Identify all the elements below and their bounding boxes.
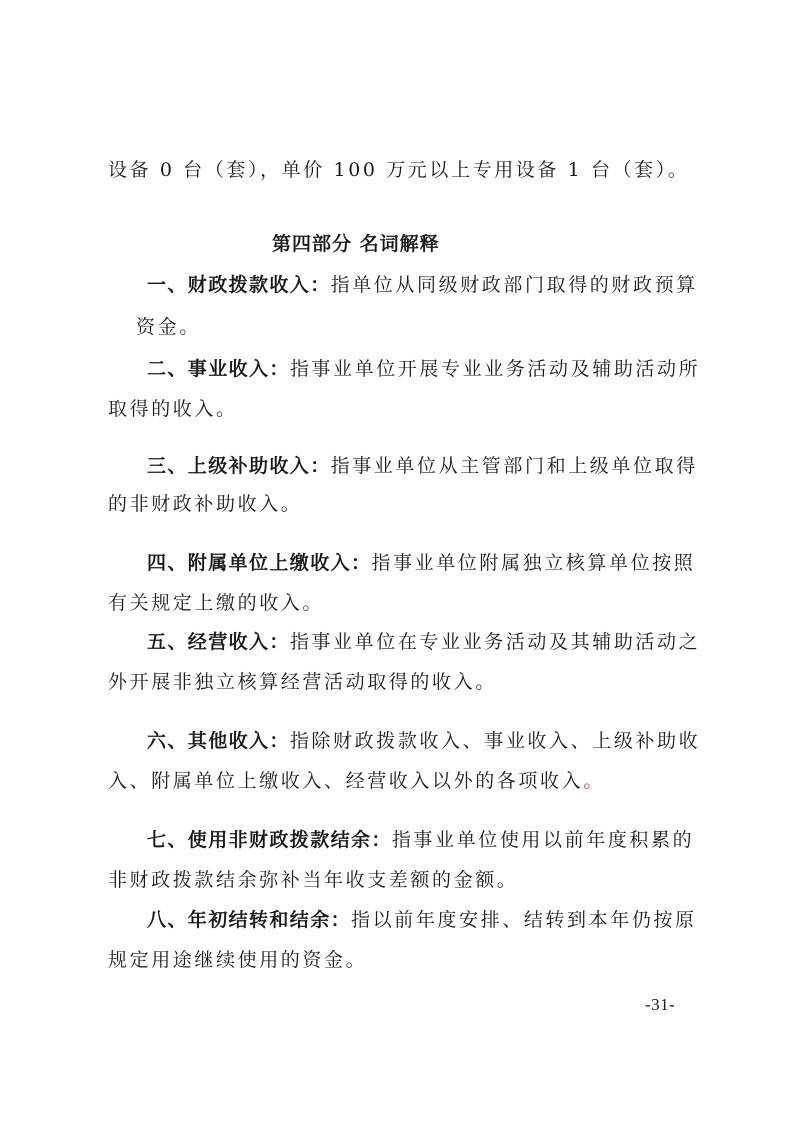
term-5-line-2: 外开展非独立核算经营活动取得的收入。 [108,671,497,693]
term-6-line-1 [147,727,701,755]
term-3-definition: 指事业单位从主管部门和上级单位取得 [330,455,698,477]
term-4-title: 四、附属单位上缴收入： [147,552,372,574]
term-7-title: 七、使用非财政拨款结余： [147,829,392,851]
term-5-line-1 [147,628,701,656]
term-2-line-2: 取得的收入。 [108,398,238,420]
page-number: -31- [645,995,676,1014]
term-2-definition: 指事业单位开展专业业务活动及辅助活动所 [289,358,701,380]
term-4-line-2: 有关规定上缴的收入。 [108,592,325,614]
term-7-definition: 指事业单位使用以前年度积累的 [391,829,695,851]
term-8-title: 八、年初结转和结余： [147,909,352,931]
term-3-line-2: 的非财政补助收入。 [108,493,303,515]
term-5-title: 五、经营收入： [147,631,290,653]
term-4-definition: 指事业单位附属独立核算单位按照 [371,552,696,574]
term-2-line-1 [147,355,701,383]
term-3-line-1 [147,452,698,480]
term-3-title: 三、上级补助收入： [147,455,331,477]
term-7-line-2: 非财政拨款结余弥补当年收支差额的金额。 [108,869,519,891]
intro-line: 设备 0 台（套），单价 100 万元以上专用设备 1 台（套）。 [108,159,690,181]
term-1-line-2: 资金。 [136,316,201,338]
term-8-line-2: 规定用途继续使用的资金。 [108,949,368,971]
term-6-end-mark: 。 [583,770,605,792]
term-8-definition: 指以前年度安排、结转到本年仍按原 [351,909,697,931]
term-6-title: 六、其他收入： [147,730,290,752]
term-5-definition: 指事业单位在专业业务活动及其辅助活动之 [289,631,701,653]
term-6-definition: 指除财政拨款收入、事业收入、上级补助收 [289,730,701,752]
section-heading: 第四部分 名词解释 [272,233,440,255]
term-1-title: 一、财政拨款收入： [147,274,331,296]
term-1-line-1 [147,271,698,299]
term-1-definition: 指单位从同级财政部门取得的财政预算 [330,274,698,296]
term-7-line-1 [147,826,693,854]
term-6-line-2 [108,767,693,795]
term-2-title: 二、事业收入： [147,358,290,380]
term-8-line-1 [147,906,697,934]
term-6-definition-cont: 入、附属单位上缴收入、经营收入以外的各项收入 [108,770,584,792]
term-4-line-1 [147,549,696,577]
